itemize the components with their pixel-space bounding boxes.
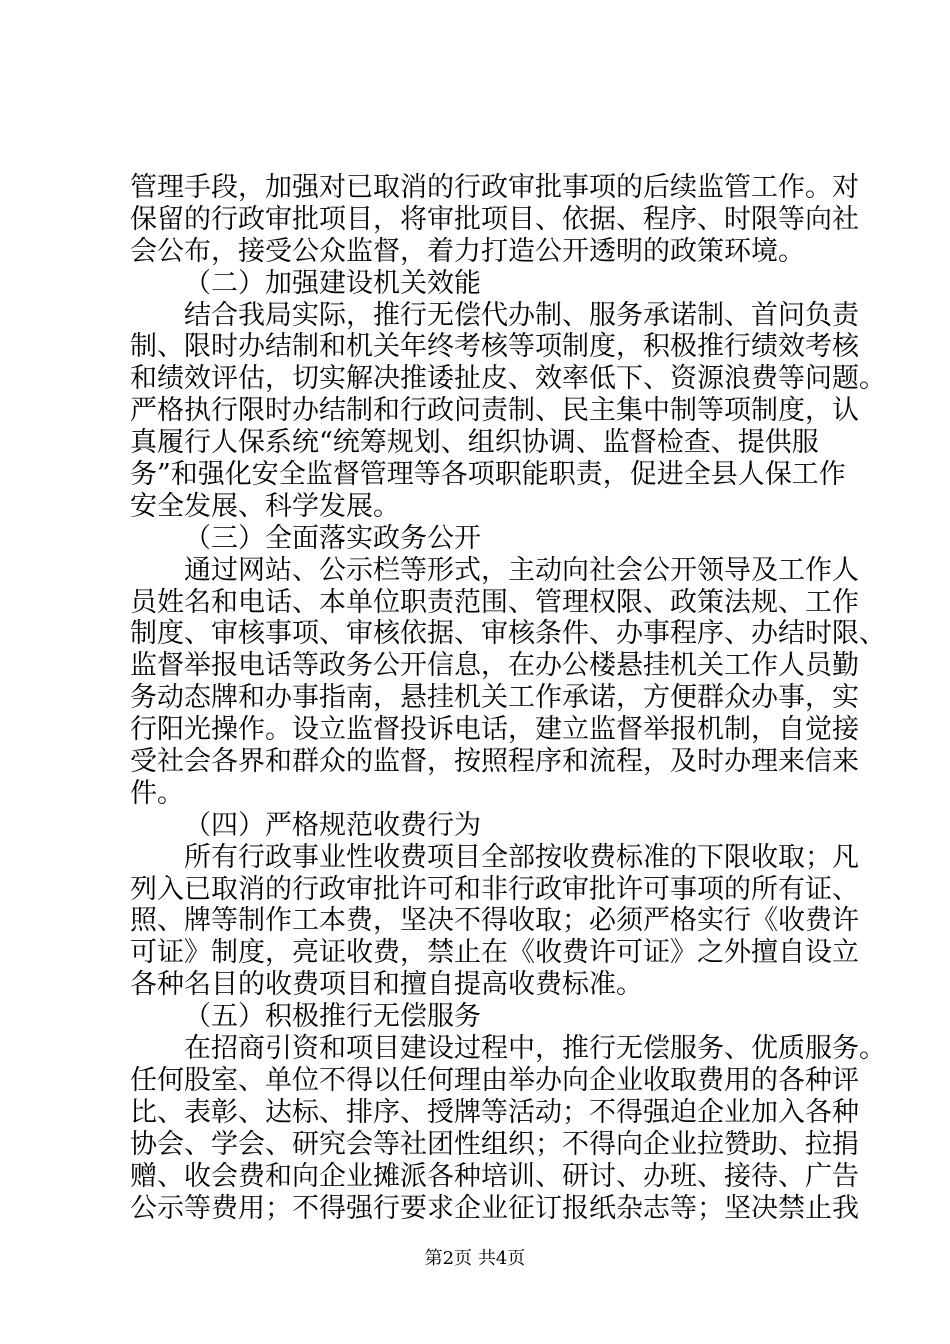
paragraph-line: 安全发展、科学发展。 — [130, 490, 400, 522]
paragraph-line: 管理手段，加强对已取消的行政审批事项的后续监管工作。对 — [130, 172, 859, 203]
paragraph-line: 保留的行政审批项目，将审批项目、依据、程序、时限等向社 — [130, 203, 859, 235]
paragraph-line: 列入已取消的行政审批许可和非行政审批许可事项的所有证、 — [130, 873, 859, 905]
section-heading: （三）全面落实政务公开 — [184, 522, 481, 554]
paragraph-line: 协会、学会、研究会等社团性组织；不得向企业拉赞助、拉捐 — [130, 1128, 859, 1160]
section-heading: （四）严格规范收费行为 — [184, 809, 481, 841]
paragraph-line: 行阳光操作。设立监督投诉电话，建立监督举报机制，自觉接 — [130, 714, 859, 746]
paragraph-line: 监督举报电话等政务公开信息，在办公楼悬挂机关工作人员勤 — [130, 650, 859, 682]
paragraph-line: 赠、收会费和向企业摊派各种培训、研讨、办班、接待、广告 — [130, 1160, 859, 1192]
paragraph-line: 在招商引资和项目建设过程中，推行无偿服务、优质服务。 — [184, 1033, 886, 1065]
paragraph-line: 务”和强化安全监督管理等各项职能职责，促进全县人保工作 — [130, 459, 846, 491]
paragraph-line: 务动态牌和办事指南，悬挂机关工作承诺，方便群众办事，实 — [130, 682, 859, 714]
document-body — [130, 172, 886, 1224]
page-footer: 第2页 共4页 — [424, 1248, 526, 1269]
paragraph-line: 会公布，接受公众监督，着力打造公开透明的政策环境。 — [130, 235, 805, 267]
paragraph-line: 任何股室、单位不得以任何理由举办向企业收取费用的各种评 — [130, 1064, 859, 1096]
paragraph-line: 件。 — [130, 777, 184, 809]
paragraph-line: 结合我局实际，推行无偿代办制、服务承诺制、首问负责 — [184, 299, 859, 331]
paragraph-line: 严格执行限时办结制和行政问责制、民主集中制等项制度，认 — [130, 395, 859, 427]
paragraph-line: 可证》制度，亮证收费，禁止在《收费许可证》之外擅自设立 — [130, 937, 859, 969]
paragraph-line: 受社会各界和群众的监督，按照程序和流程，及时办理来信来 — [130, 746, 859, 778]
paragraph-line: 所有行政事业性收费项目全部按收费标准的下限收取；凡 — [184, 841, 859, 873]
section-heading: （二）加强建设机关效能 — [184, 267, 481, 299]
paragraph-line: 各种名目的收费项目和擅自提高收费标准。 — [130, 969, 643, 1001]
paragraph-line: 照、牌等制作工本费，坚决不得收取；必须严格实行《收费许 — [130, 905, 859, 937]
paragraph-line: 员姓名和电话、本单位职责范围、管理权限、政策法规、工作 — [130, 586, 859, 618]
paragraph-line: 比、表彰、达标、排序、授牌等活动；不得强迫企业加入各种 — [130, 1096, 859, 1128]
paragraph-line: 制、限时办结制和机关年终考核等项制度，积极推行绩效考核 — [130, 331, 859, 363]
paragraph-line: 真履行人保系统“统筹规划、组织协调、监督检查、提供服 — [130, 427, 819, 459]
paragraph-line: 制度、审核事项、审核依据、审核条件、办事程序、办结时限、 — [130, 618, 886, 650]
section-heading: （五）积极推行无偿服务 — [184, 1001, 481, 1033]
paragraph-line: 和绩效评估，切实解决推诿扯皮、效率低下、资源浪费等问题。 — [130, 363, 886, 395]
paragraph-line: 公示等费用；不得强行要求企业征订报纸杂志等；坚决禁止我 — [130, 1192, 859, 1224]
paragraph-line: 通过网站、公示栏等形式，主动向社会公开领导及工作人 — [184, 554, 859, 586]
